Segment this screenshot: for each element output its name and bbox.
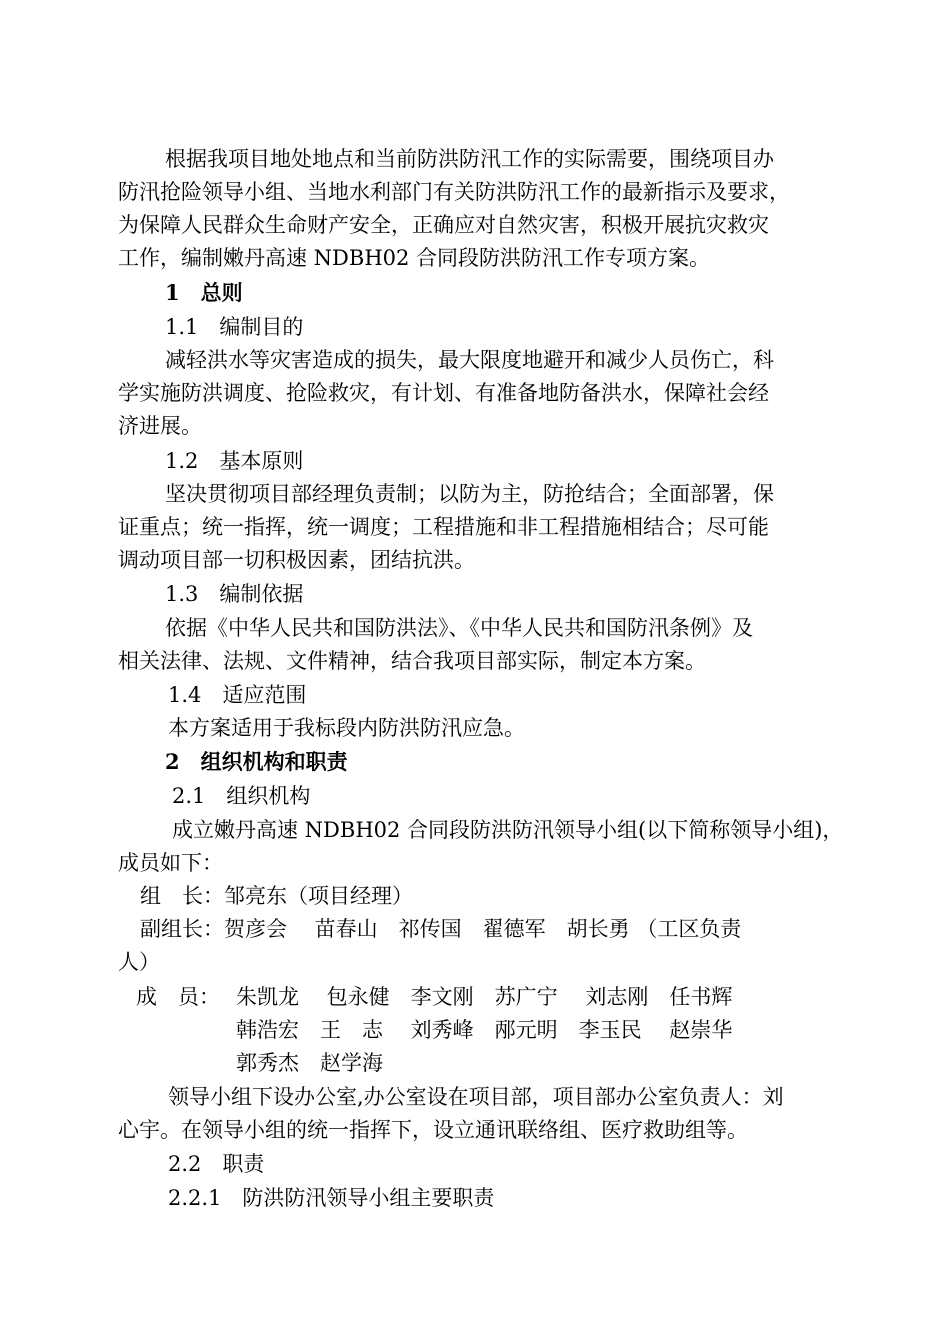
intro-line: 工作，编制嫩丹高速 NDBH02 合同段防洪防汛工作专项方案。 (118, 246, 711, 270)
team-deputy-leaders-cont: 人） (118, 950, 160, 974)
paragraph-line: 学实施防洪调度、抢险救灾，有计划、有准备地防备洪水，保障社会经 (118, 381, 769, 405)
team-leader: 组 长：邹亮东（项目经理） (140, 884, 413, 908)
team-members-row: 郭秀杰 赵学海 (236, 1051, 383, 1075)
paragraph-line: 本方案适用于我标段内防洪防汛应急。 (168, 716, 525, 740)
paragraph-line: 调动项目部一切积极因素，团结抗洪。 (118, 548, 475, 572)
paragraph-line: 济进展。 (118, 414, 202, 438)
section-1-heading: 1 总则 (165, 280, 243, 305)
paragraph-line: 坚决贯彻项目部经理负责制；以防为主，防抢结合；全面部署，保 (165, 482, 774, 506)
paragraph-line: 领导小组下设办公室,办公室设在项目部，项目部办公室负责人：刘 (168, 1085, 784, 1109)
subsection-2-1-heading: 2.1 组织机构 (172, 784, 311, 808)
team-members-row: 朱凯龙 包永健 李文刚 苏广宁 刘志刚 任书辉 (236, 985, 733, 1009)
paragraph-line: 相关法律、法规、文件精神，结合我项目部实际，制定本方案。 (118, 649, 706, 673)
team-deputy-leaders: 副组长：贺彦会 苗春山 祁传国 翟德军 胡长勇 （工区负责 (140, 917, 742, 941)
subsection-1-1-heading: 1.1 编制目的 (165, 315, 304, 339)
team-members-row: 韩浩宏 王 志 刘秀峰 邴元明 李玉民 赵崇华 (236, 1018, 733, 1042)
subsection-2-2-1-heading: 2.2.1 防洪防汛领导小组主要职责 (168, 1186, 495, 1210)
paragraph-line: 证重点；统一指挥，统一调度；工程措施和非工程措施相结合；尽可能 (118, 515, 769, 539)
subsection-1-2-heading: 1.2 基本原则 (165, 449, 304, 473)
team-members-label: 成 员： (136, 985, 220, 1009)
section-2-heading: 2 组织机构和职责 (165, 749, 348, 774)
paragraph-line: 减轻洪水等灾害造成的损失，最大限度地避开和减少人员伤亡，科 (165, 348, 774, 372)
intro-line: 为保障人民群众生命财产安全，正确应对自然灾害，积极开展抗灾救灾 (118, 213, 769, 237)
paragraph-line: 心宇。在领导小组的统一指挥下，设立通讯联络组、医疗救助组等。 (118, 1118, 748, 1142)
subsection-1-4-heading: 1.4 适应范围 (168, 683, 307, 707)
paragraph-line: 成立嫩丹高速 NDBH02 合同段防洪防汛领导小组(以下简称领导小组)， (172, 818, 844, 842)
intro-line: 根据我项目地处地点和当前防洪防汛工作的实际需要，围绕项目办 (165, 147, 774, 171)
subsection-1-3-heading: 1.3 编制依据 (165, 582, 304, 606)
subsection-2-2-heading: 2.2 职责 (168, 1152, 265, 1176)
paragraph-line: 成员如下： (118, 851, 223, 875)
paragraph-line: 依据《中华人民共和国防洪法》、《中华人民共和国防汛条例》及 (165, 616, 753, 640)
intro-line: 防汛抢险领导小组、当地水利部门有关防洪防汛工作的最新指示及要求， (118, 180, 790, 204)
